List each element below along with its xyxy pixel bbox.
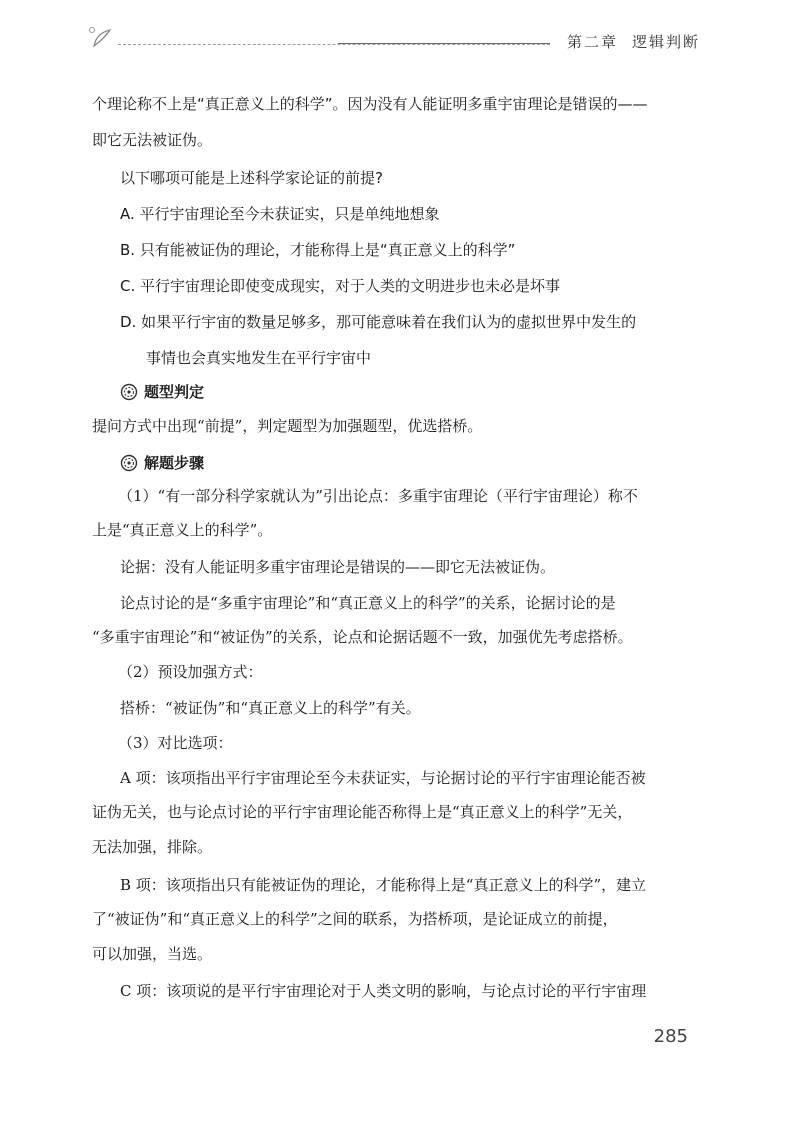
section-title-type: 题型判定 bbox=[144, 383, 205, 401]
option-c: C. 平行宇宙理论即使变成现实，对于人类的文明进步也未必是坏事 bbox=[120, 277, 561, 295]
steps-line: 论点讨论的是“多重宇宙理论”和“真正意义上的科学”的关系，论据讨论的是 bbox=[120, 594, 616, 612]
steps-line: “多重宇宙理论”和“被证伪”的关系，论点和论据话题不一致，加强优先考虑搭桥。 bbox=[92, 628, 633, 646]
running-header bbox=[88, 22, 700, 52]
steps-line: （1）“有一部分科学家就认为”引出论点：多重宇宙理论（平行宇宙理论）称不 bbox=[118, 487, 638, 505]
question-text: 以下哪项可能是上述科学家论证的前提? bbox=[120, 169, 383, 187]
chapter-number: 第二章 bbox=[566, 33, 618, 51]
steps-line: 搭桥：“被证伪”和“真正意义上的科学”有关。 bbox=[120, 699, 421, 717]
steps-line: （2）预设加强方式： bbox=[118, 663, 263, 681]
steps-line: 上是“真正意义上的科学”。 bbox=[92, 521, 273, 539]
option-d-line-2: 事情也会真实地发生在平行宇宙中 bbox=[146, 349, 372, 367]
steps-line: C 项：该项说的是平行宇宙理论对于人类文明的影响，与论点讨论的平行宇宙理 bbox=[120, 982, 647, 1000]
option-a: A. 平行宇宙理论至今未获证实，只是单纯地想象 bbox=[120, 205, 440, 223]
section-type-text: 提问方式中出现“前提”，判定题型为加强题型，优选搭桥。 bbox=[92, 417, 483, 435]
chapter-label bbox=[553, 31, 700, 52]
steps-line: 论据：没有人能证明多重宇宙理论是错误的——即它无法被证伪。 bbox=[120, 558, 556, 576]
option-b: B. 只有能被证伪的理论，才能称得上是“真正意义上的科学” bbox=[120, 241, 516, 259]
stem-line-2: 即它无法被证伪。 bbox=[92, 131, 213, 149]
section-title-steps: 解题步骤 bbox=[144, 454, 205, 472]
stem-line-1: 个理论称不上是“真正意义上的科学”。因为没有人能证明多重宇宙理论是错误的—— bbox=[92, 95, 648, 113]
steps-line: A 项：该项指出平行宇宙理论至今未获证实，与论据讨论的平行宇宙理论能否被 bbox=[120, 769, 646, 787]
section-heading-steps bbox=[120, 452, 204, 473]
page-number: 285 bbox=[653, 1026, 688, 1047]
steps-line: 无法加强，排除。 bbox=[92, 838, 213, 856]
steps-line: 证伪无关，也与论点讨论的平行宇宙理论能否称得上是“真正意义上的科学”无关， bbox=[92, 803, 633, 821]
leaf-ornament-icon bbox=[88, 22, 118, 52]
section-heading-type bbox=[120, 381, 204, 402]
header-dashed-rule bbox=[118, 44, 550, 45]
steps-line: 可以加强，当选。 bbox=[92, 945, 213, 963]
steps-line: B 项：该项指出只有能被证伪的理论，才能称得上是“真正意义上的科学”，建立 bbox=[120, 876, 647, 894]
steps-line: 了“被证伪”和“真正意义上的科学”之间的联系，为搭桥项，是论证成立的前提， bbox=[92, 910, 618, 928]
header-rule bbox=[338, 43, 550, 44]
steps-line: （3）对比选项： bbox=[118, 734, 233, 752]
option-d-line-1: D. 如果平行宇宙的数量足够多，那可能意味着在我们认为的虚拟世界中发生的 bbox=[120, 313, 637, 331]
flower-bullet-icon bbox=[120, 383, 138, 401]
flower-bullet-icon bbox=[120, 454, 138, 472]
chapter-title: 逻辑判断 bbox=[631, 33, 700, 51]
